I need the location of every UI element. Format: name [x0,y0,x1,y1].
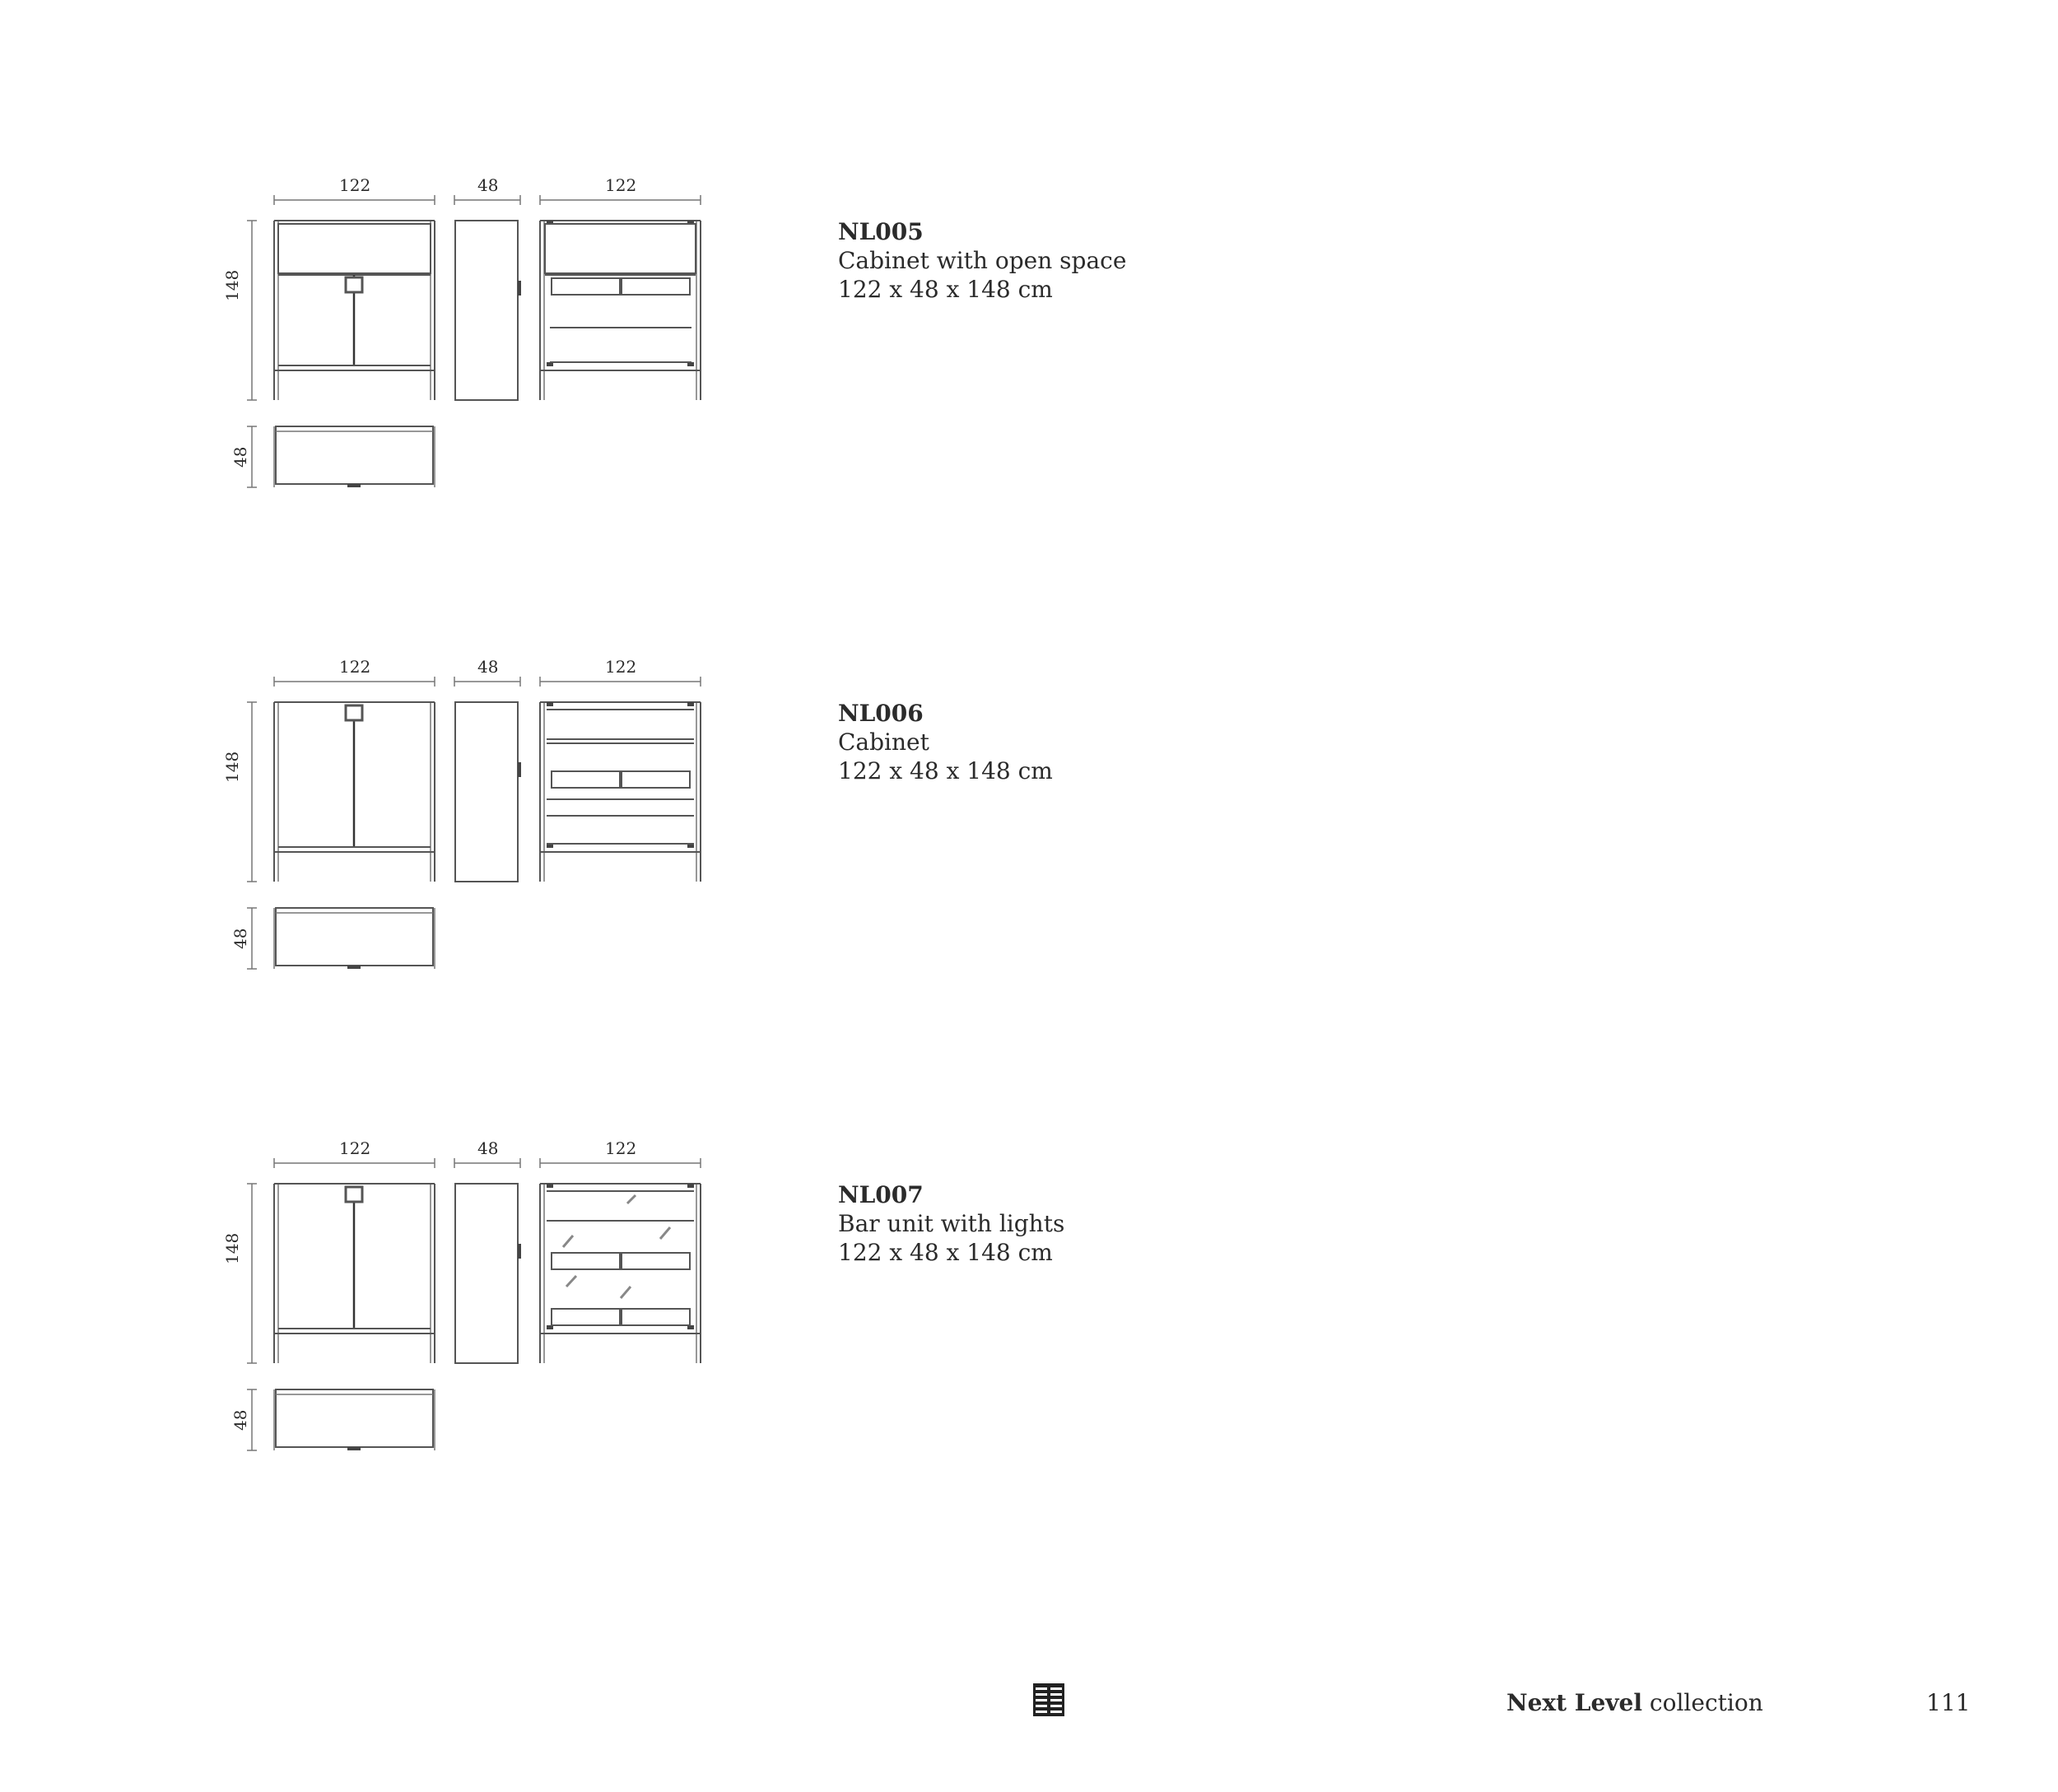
footer-brand-name: Next Level [1506,1689,1643,1716]
dim-width-front: 122 [339,175,371,195]
product-name: Bar unit with lights [838,1210,1065,1237]
product-name: Cabinet with open space [838,247,1127,274]
footer-brand-suffix: collection [1649,1689,1763,1716]
dim-depth-plan: 48 [230,1409,250,1431]
product-2-info [838,699,1053,785]
brand-monogram-icon [1032,1683,1065,1717]
dim-width-front: 122 [339,1138,371,1158]
product-1-info [838,217,1126,304]
footer-collection-title [1506,1689,1763,1716]
dim-height: 148 [222,751,242,783]
dim-depth-side: 48 [477,175,499,195]
product-1-drawing [247,195,701,487]
product-3-drawing [247,1158,701,1450]
dim-width-inner: 122 [605,175,637,195]
product-size: 122 x 48 x 148 cm [838,757,1053,784]
dim-height: 148 [222,1232,242,1264]
dim-depth-side: 48 [477,1138,499,1158]
product-2-drawing [247,677,701,969]
page-number: 111 [1926,1689,1971,1716]
product-size: 122 x 48 x 148 cm [838,1239,1053,1266]
dim-depth-side: 48 [477,657,499,677]
product-code: NL005 [838,218,924,245]
dim-width-inner: 122 [605,1138,637,1158]
product-code: NL007 [838,1181,924,1208]
product-code: NL006 [838,700,924,727]
product-size: 122 x 48 x 148 cm [838,276,1053,303]
dim-width-front: 122 [339,657,371,677]
dim-depth-plan: 48 [230,928,250,949]
product-name: Cabinet [838,728,929,756]
dim-height: 148 [222,269,242,301]
dim-width-inner: 122 [605,657,637,677]
dim-depth-plan: 48 [230,446,250,468]
product-3-info [838,1180,1064,1267]
